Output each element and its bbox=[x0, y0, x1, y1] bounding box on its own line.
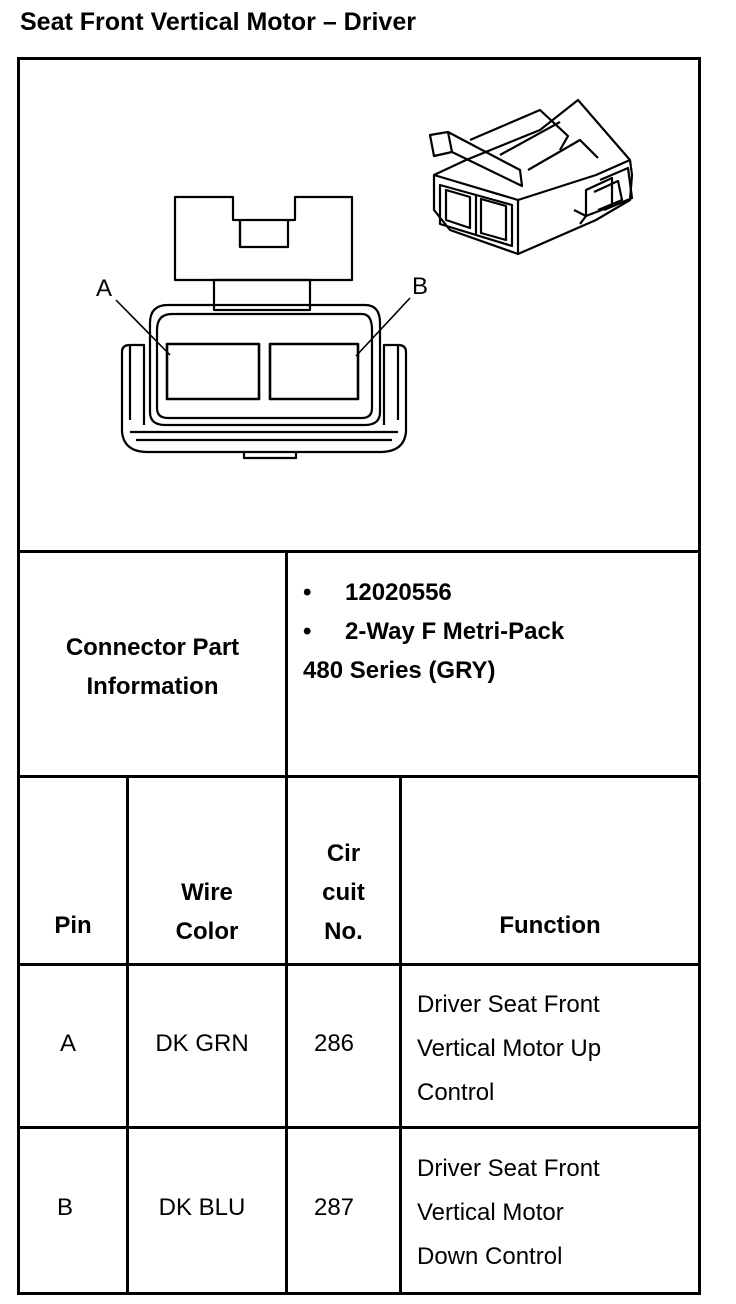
divider-header bbox=[17, 963, 701, 966]
header-circuit-no: Cir cuit No. bbox=[322, 840, 365, 945]
row-a-circuit: 286 bbox=[313, 1030, 355, 1057]
header-function: Function bbox=[499, 912, 601, 939]
part-number-item bbox=[303, 573, 564, 612]
divider-diagram bbox=[17, 550, 701, 553]
row-b-circuit: 287 bbox=[313, 1194, 355, 1221]
bullet-icon: • bbox=[303, 618, 312, 645]
row-a-pin: A bbox=[59, 1030, 76, 1057]
divider-col-function bbox=[399, 775, 402, 1295]
connector-series: 480 Series (GRY) bbox=[303, 657, 496, 684]
connector-drawing bbox=[20, 60, 698, 550]
row-b-pin: B bbox=[56, 1194, 73, 1221]
row-b-function: Driver Seat Front Vertical Motor Down Control bbox=[417, 1155, 600, 1270]
part-number: 12020556 bbox=[345, 579, 452, 606]
row-b-wire-color: DK BLU bbox=[158, 1194, 246, 1221]
pin-b-callout: B bbox=[412, 273, 429, 300]
divider-row-a bbox=[17, 1126, 701, 1129]
bullet-icon: • bbox=[303, 579, 312, 606]
connector-type: 2-Way F Metri-Pack bbox=[345, 618, 565, 645]
connector-info-details bbox=[303, 573, 564, 690]
row-a-wire-color: DK GRN bbox=[155, 1030, 249, 1057]
connector-info-label: Connector Part Information bbox=[65, 634, 240, 700]
pin-a-callout: A bbox=[96, 275, 113, 302]
header-wire-color: Wire Color bbox=[175, 879, 239, 945]
row-a-function: Driver Seat Front Vertical Motor Up Control bbox=[417, 991, 602, 1106]
connector-type-item bbox=[303, 612, 564, 651]
header-pin: Pin bbox=[54, 912, 92, 939]
divider-info bbox=[17, 775, 701, 778]
page-title: Seat Front Vertical Motor – Driver bbox=[20, 8, 416, 36]
